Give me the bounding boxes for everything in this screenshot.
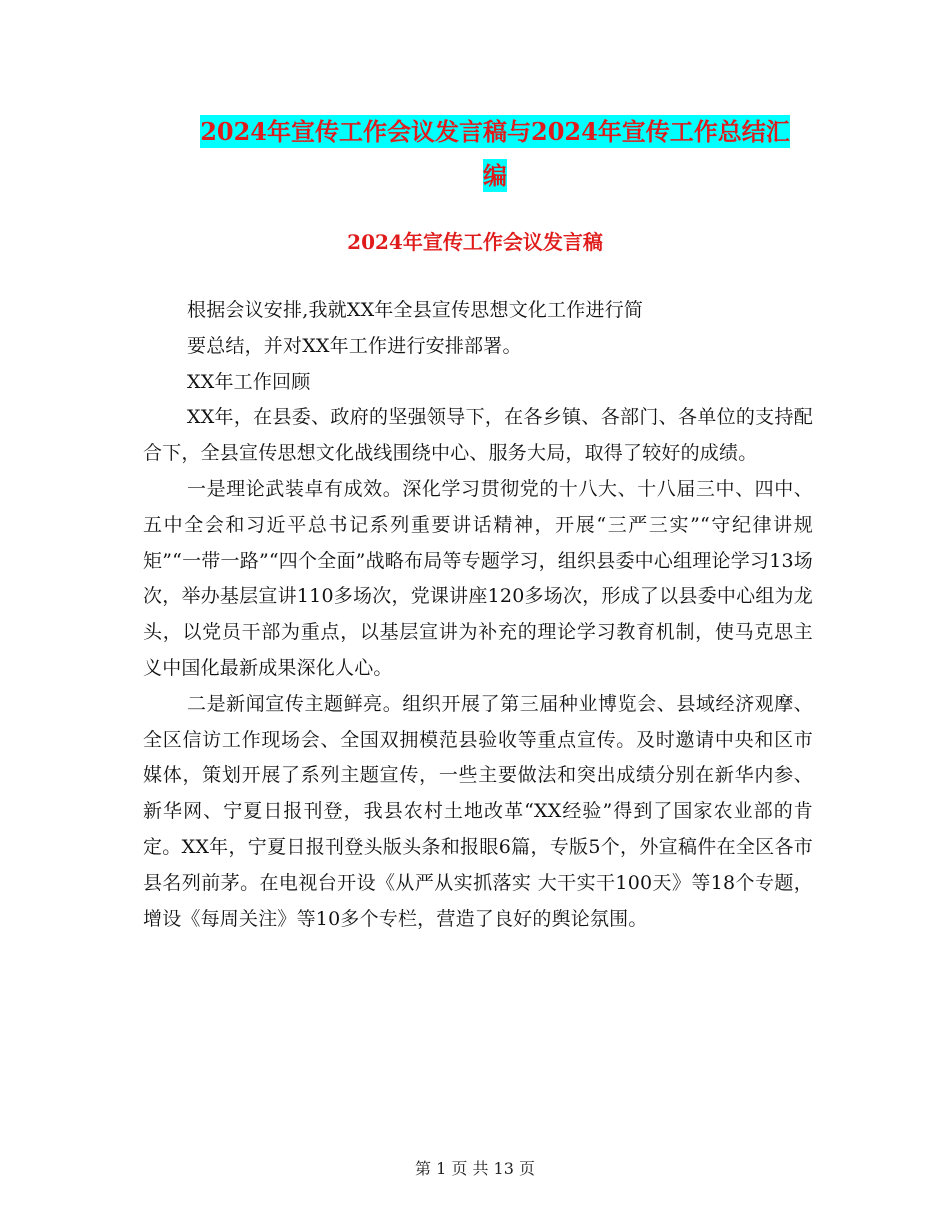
paragraph-theory: 一是理论武装卓有成效。深化学习贯彻党的十八大、十八届三中、四中、五中全会和习近平总书记系列重要讲话精神，开展“三严三实”“守纪律讲规矩”“一带一路”“四个全面”战略布局等专题学习，组织县委中心组理论学习13场次，举办基层宣讲110多场次，党课讲座120多场次，形成了以县委中心组为龙头，以党员干部为重点，以基层宣讲为补充的理论学习教育机制，使马克思主义中国化最新成果深化人心。	[143, 477, 813, 679]
title-highlight-2: 编	[483, 161, 507, 190]
paragraph-news: 二是新闻宣传主题鲜亮。组织开展了第三届种业博览会、县域经济观摩、全区信访工作现场会、全国双拥模范县验收等重点宣传。及时邀请中央和区市媒体，策划开展了系列主题宣传，一些主要做法和突出成绩分别在新华内参、新华网、宁夏日报刊登，我县农村土地改革“XX经验”得到了国家农业部的肯定。XX年，宁夏日报刊登头版头条和报眼6篇，专版5个，外宣稿件在全区各市县名列前茅。在电视台开设《从严从实抓落实 大干实干100天》等18个专题，增设《每周关注》等10多个专栏，营造了良好的舆论氛围。	[143, 692, 813, 930]
paragraph-overview: XX年，在县委、政府的坚强领导下，在各乡镇、各部门、各单位的支持配合下，全县宣传思想文化战线围绕中心、服务大局，取得了较好的成绩。	[143, 406, 813, 465]
document-title-line2	[140, 156, 850, 191]
page-footer: 第 1 页 共 13 页	[415, 1159, 535, 1178]
paragraph-intro-1: 根据会议安排,我就XX年全县宣传思想文化工作进行简	[187, 299, 644, 321]
paragraph-intro-2: 要总结，并对XX年工作进行安排部署。	[187, 334, 522, 357]
document-body	[143, 293, 813, 937]
document-title-line1	[140, 112, 850, 147]
section-subtitle: 2024年宣传工作会议发言稿	[347, 230, 603, 254]
paragraph-heading-review: XX年工作回顾	[187, 370, 311, 393]
title-highlight-1: 2024年宣传工作会议发言稿与2024年宣传工作总结汇	[200, 117, 790, 146]
